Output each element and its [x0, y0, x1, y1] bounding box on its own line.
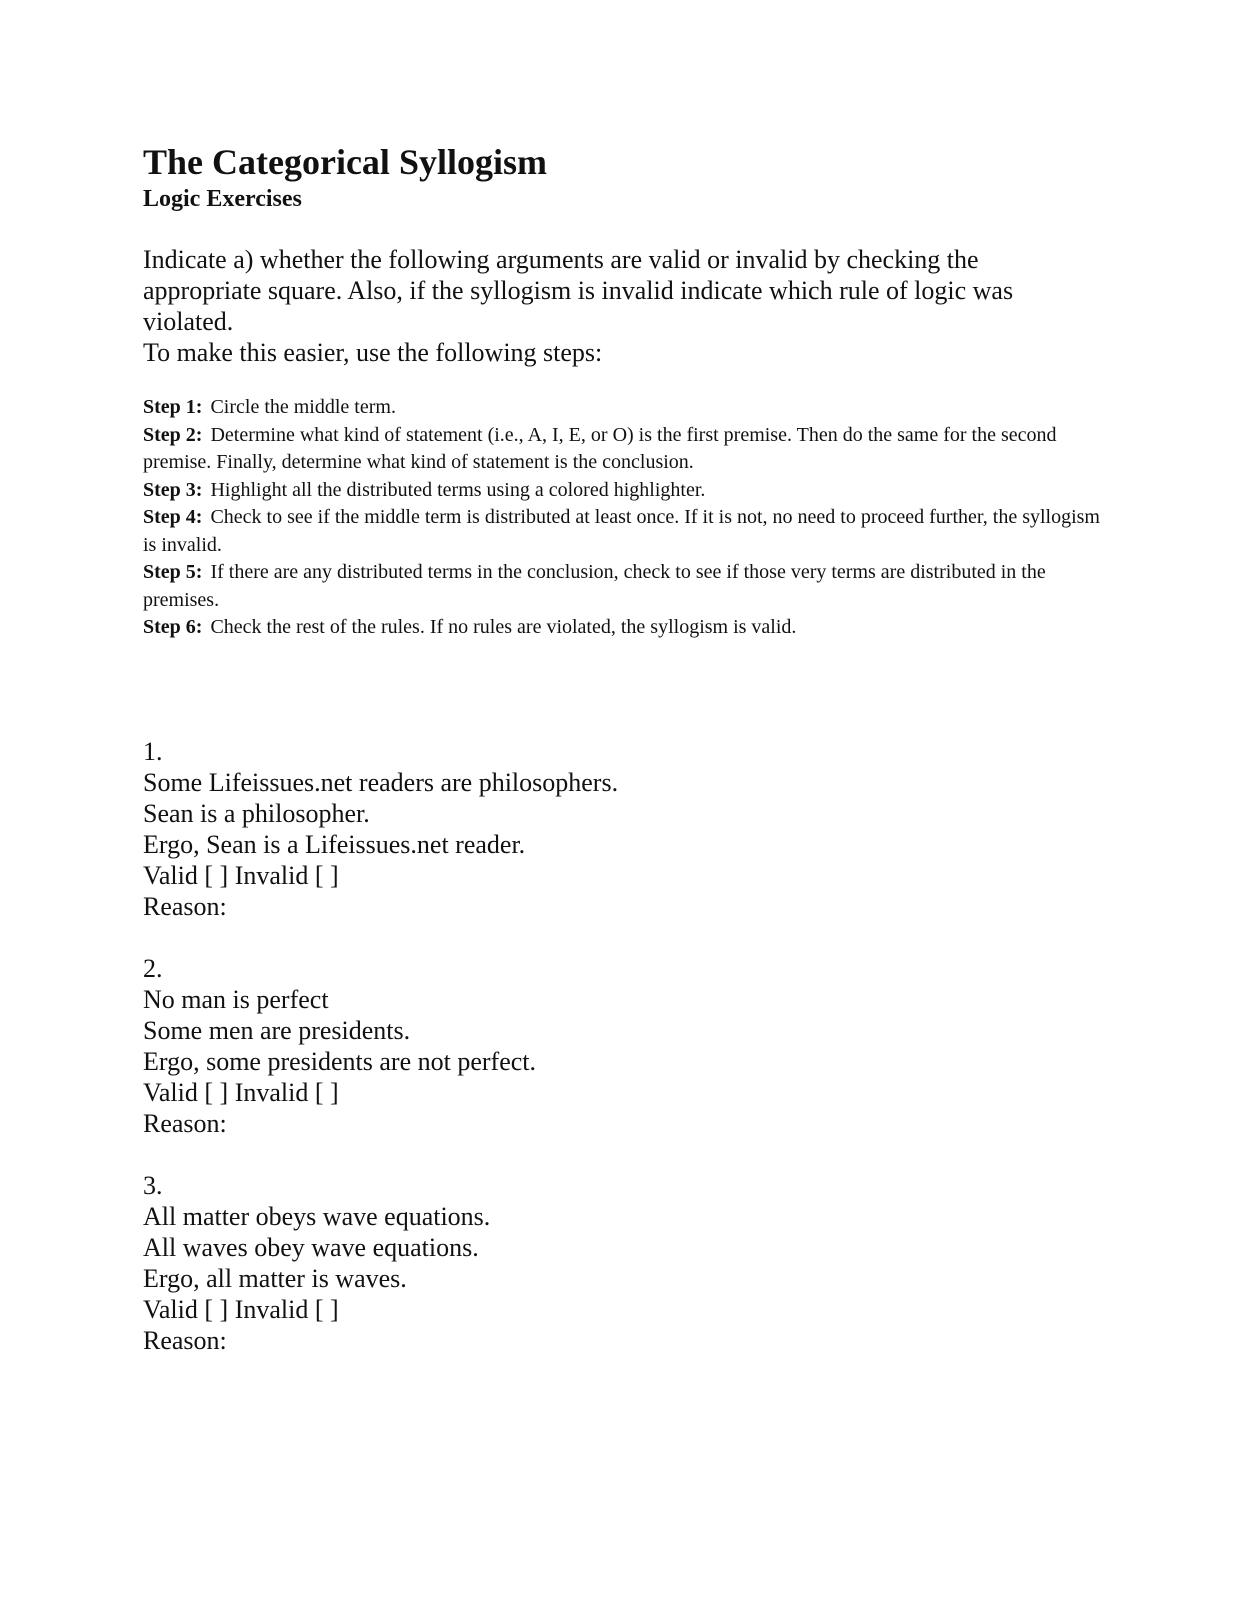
answer-line — [143, 860, 1103, 891]
questions-list — [143, 736, 1103, 1356]
invalid-label: Invalid — [234, 1077, 309, 1107]
step-text: If there are any distributed terms in the conclusion, check to see if those very terms are distributed in the premises. — [143, 561, 1046, 611]
invalid-checkbox[interactable]: [ ] — [314, 1077, 339, 1107]
valid-label: Valid — [143, 1294, 198, 1324]
premise-2: All waves obey wave equations. — [143, 1232, 479, 1262]
valid-checkbox[interactable]: [ ] — [204, 1077, 229, 1107]
worksheet-page — [143, 140, 1103, 1387]
valid-checkbox[interactable]: [ ] — [204, 860, 229, 890]
step-label: Step 4: — [143, 506, 203, 528]
page-title: The Categorical Syllogism — [143, 142, 547, 182]
step-4 — [143, 504, 1103, 559]
step-text: Check the rest of the rules. If no rules are violated, the syllogism is valid. — [210, 616, 797, 638]
step-text: Circle the middle term. — [210, 396, 396, 418]
valid-label: Valid — [143, 1077, 198, 1107]
answer-line — [143, 1294, 1103, 1325]
instructions-paragraph: Indicate a) whether the following arguments are valid or invalid by checking the appropriate square. Also, if the syllogism is invalid indicate which rule of logic was violated. — [143, 245, 1014, 336]
step-1 — [143, 394, 1103, 422]
invalid-label: Invalid — [234, 1294, 309, 1324]
question-number: 1. — [143, 736, 163, 766]
premise-1: No man is perfect — [143, 984, 329, 1014]
step-3 — [143, 477, 1103, 505]
valid-label: Valid — [143, 860, 198, 890]
reason-label: Reason: — [143, 891, 227, 921]
step-label: Step 3: — [143, 478, 203, 501]
question-number: 2. — [143, 953, 163, 983]
step-text: Determine what kind of statement (i.e., A, I, E, or O) is the first premise. Then do the same for the second premise. Finally, determine what kind of statement is the conclusion. — [143, 423, 1057, 473]
instructions — [143, 244, 1103, 368]
invalid-checkbox[interactable]: [ ] — [314, 1294, 339, 1324]
page-subtitle: Logic Exercises — [143, 186, 302, 212]
step-5 — [143, 559, 1103, 614]
question-2 — [143, 953, 1103, 1139]
premise-2: Sean is a philosopher. — [143, 798, 370, 828]
question-number: 3. — [143, 1170, 163, 1200]
step-label: Step 6: — [143, 616, 203, 638]
valid-checkbox[interactable]: [ ] — [204, 1294, 229, 1324]
step-text: Highlight all the distributed terms using a colored highlighter. — [210, 478, 706, 501]
invalid-label: Invalid — [234, 860, 309, 890]
step-label: Step 1: — [143, 396, 203, 418]
step-2 — [143, 422, 1103, 477]
premise-1: All matter obeys wave equations. — [143, 1201, 491, 1231]
step-text: Check to see if the middle term is distributed at least once. If it is not, no need to proceed further, the syllogism is invalid. — [143, 506, 1100, 556]
step-label: Step 2: — [143, 423, 203, 446]
conclusion: Ergo, all matter is waves. — [143, 1263, 407, 1293]
question-3 — [143, 1170, 1103, 1356]
premise-2: Some men are presidents. — [143, 1015, 411, 1045]
conclusion: Ergo, Sean is a Lifeissues.net reader. — [143, 829, 526, 859]
steps-list — [143, 394, 1103, 642]
invalid-checkbox[interactable]: [ ] — [314, 860, 339, 890]
reason-label: Reason: — [143, 1325, 227, 1355]
step-label: Step 5: — [143, 561, 203, 583]
answer-line — [143, 1077, 1103, 1108]
premise-1: Some Lifeissues.net readers are philosophers. — [143, 767, 619, 797]
reason-label: Reason: — [143, 1108, 227, 1138]
step-6 — [143, 614, 1103, 642]
question-1 — [143, 736, 1103, 922]
instructions-lead-in: To make this easier, use the following steps: — [143, 338, 603, 367]
conclusion: Ergo, some presidents are not perfect. — [143, 1046, 536, 1076]
